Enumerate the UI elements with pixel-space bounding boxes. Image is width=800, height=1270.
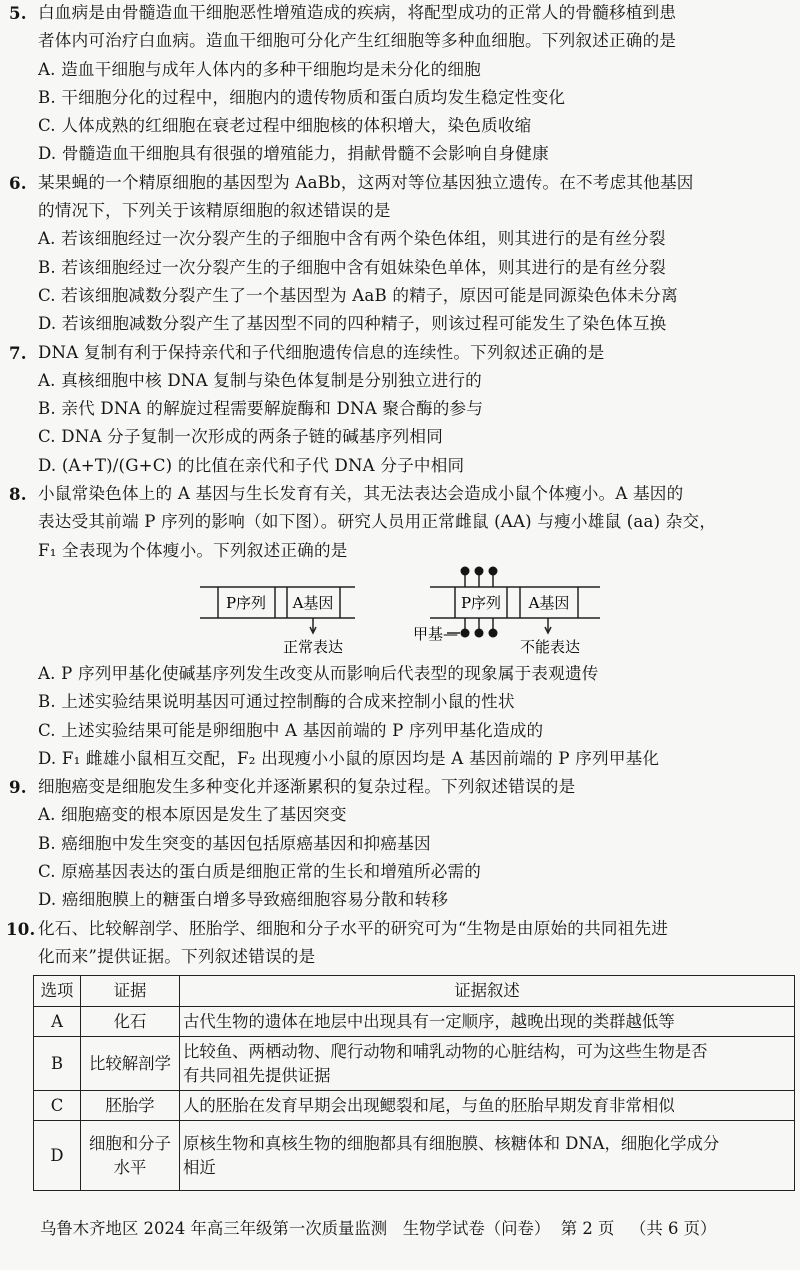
option-text: B. 癌细胞中发生突变的基因包括原癌基因和抑癌基因	[38, 833, 431, 853]
diagram-svg	[0, 565, 800, 660]
stem-text: 某果蝇的一个精原细胞的基因型为 AaBb，这两对等位基因独立遗传。在不考虑其他基因	[38, 172, 694, 192]
evidence-text: 水平	[113, 1157, 147, 1177]
p-sequence-label: P序列	[225, 593, 267, 612]
methylated-gene-strand	[430, 573, 600, 633]
description-text: 人的胚胎在发育早期会出现鳃裂和尾，与鱼的胚胎早期发育非常相似	[183, 1095, 675, 1115]
answer-option	[0, 310, 800, 338]
answer-option	[0, 660, 800, 688]
stem-text: 化石、比较解剖学、胚胎学、细胞和分子水平的研究可为“生物是由原始的共同祖先进	[38, 918, 669, 938]
answer-option	[0, 84, 800, 112]
description-cell	[180, 1091, 795, 1121]
p-sequence-label: P序列	[460, 593, 502, 612]
evidence-text: 化石	[113, 1011, 147, 1031]
stem-text: 化而来”提供证据。下列叙述错误的是	[38, 946, 316, 966]
evidence-cell	[81, 1007, 180, 1037]
not-expressed-label: 不能表达	[519, 637, 581, 656]
option-text: D. 癌细胞膜上的糖蛋白增多导致癌细胞容易分散和转移	[38, 890, 449, 910]
description-text: 比较鱼、两栖动物、爬行动物和哺乳动物的心脏结构，可为这些生物是否	[183, 1041, 708, 1061]
description-text: 古代生物的遗体在地层中出现具有一定顺序，越晚出现的类群越低等	[183, 1011, 675, 1031]
answer-option	[0, 423, 800, 451]
answer-option	[0, 688, 800, 716]
page-footer: 乌鲁木齐地区 2024 年高三年级第一次质量监测 生物学试卷（问卷） 第 2 页 （共 6 页）	[40, 1219, 717, 1238]
table-row	[34, 1121, 795, 1191]
stem-text: 白血病是由骨髓造血干细胞恶性增殖造成的疾病，将配型成功的正常人的骨髓移植到患	[38, 3, 677, 22]
answer-option	[0, 367, 800, 395]
answer-option	[0, 886, 800, 914]
option-text: C. 人体成熟的红细胞在衰老过程中细胞核的体积增大，染色质收缩	[38, 116, 532, 136]
option-text: A. 真核细胞中核 DNA 复制与染色体复制是分别独立进行的	[38, 370, 482, 390]
question-number: 10.	[6, 918, 36, 939]
option-text: B. 上述实验结果说明基因可通过控制酶的合成来控制小鼠的性状	[38, 692, 515, 712]
question-stem-line	[0, 480, 800, 508]
description-cell	[180, 1007, 795, 1037]
question	[0, 0, 800, 169]
question-number: 9.	[9, 777, 27, 798]
answer-option	[0, 282, 800, 310]
question	[0, 773, 800, 914]
a-gene-label: A基因	[528, 593, 570, 612]
table-row	[34, 1007, 795, 1037]
header-option: 选项	[34, 976, 81, 1007]
option-text: C. DNA 分子复制一次形成的两条子链的碱基序列相同	[38, 427, 444, 447]
question-stem-line	[0, 915, 800, 943]
option-text: A. P 序列甲基化使碱基序列发生改变从而影响后代表型的现象属于表观遗传	[38, 663, 599, 683]
stem-text: 的情况下，下列关于该精原细胞的叙述错误的是	[38, 201, 391, 221]
question-number: 8.	[9, 484, 27, 505]
option-text: D. F₁ 雌雄小鼠相互交配，F₂ 出现瘦小小鼠的原因均是 A 基因前端的 P 序列甲基化	[38, 748, 660, 768]
answer-option	[0, 395, 800, 423]
option-cell: A	[34, 1007, 81, 1037]
stem-text: 者体内可治疗白血病。造血干细胞可分化产生红细胞等多种血细胞。下列叙述正确的是	[38, 31, 677, 51]
question-number: 5.	[9, 3, 27, 23]
evidence-text: 胚胎学	[105, 1095, 155, 1115]
answer-option	[0, 254, 800, 282]
answer-option	[0, 830, 800, 858]
question-stem-line	[0, 169, 800, 197]
question-stem-line	[0, 943, 800, 971]
evidence-cell	[81, 1037, 180, 1091]
answer-option	[0, 801, 800, 829]
option-text: C. 上述实验结果可能是卵细胞中 A 基因前端的 P 序列甲基化造成的	[38, 720, 544, 740]
question	[0, 480, 800, 773]
description-cell	[180, 1121, 795, 1191]
evidence-text: 比较解剖学	[89, 1053, 171, 1073]
option-text: C. 原癌基因表达的蛋白质是细胞正常的生长和增殖所必需的	[38, 862, 482, 882]
normal-expression-label: 正常表达	[282, 637, 344, 656]
option-text: A. 造血干细胞与成年人体内的多种干细胞均是未分化的细胞	[38, 59, 481, 79]
description-text: 相近	[183, 1157, 216, 1177]
question	[0, 339, 800, 480]
header-evidence: 证据	[81, 976, 180, 1007]
option-text: A. 细胞癌变的根本原因是发生了基因突变	[38, 805, 347, 825]
option-cell: C	[34, 1091, 81, 1121]
stem-text: F₁ 全表现为个体瘦小。下列叙述正确的是	[38, 540, 348, 560]
methyl-label: 甲基—	[413, 624, 459, 643]
answer-option	[0, 858, 800, 886]
evidence-cell	[81, 1091, 180, 1121]
option-text: C. 若该细胞减数分裂产生了一个基因型为 AaB 的精子，原因可能是同源染色体未分离	[38, 285, 678, 305]
option-cell: B	[34, 1037, 81, 1091]
stem-text: 小鼠常染色体上的 A 基因与生长发育有关，其无法表达会造成小鼠个体瘦小。A 基因的	[38, 484, 684, 504]
methylation-diagram	[0, 565, 800, 660]
question-stem-line	[0, 197, 800, 225]
answer-option	[0, 717, 800, 745]
description-text: 原核生物和真核生物的细胞都具有细胞膜、核糖体和 DNA，细胞化学成分	[183, 1133, 720, 1153]
question-stem-line	[0, 0, 800, 27]
option-text: B. 干细胞分化的过程中，细胞内的遗传物质和蛋白质均发生稳定性变化	[38, 87, 566, 107]
question-stem-line	[0, 508, 800, 536]
option-text: A. 若该细胞经过一次分裂产生的子细胞中含有两个染色体组，则其进行的是有丝分裂	[38, 229, 666, 249]
question-number: 6.	[9, 172, 27, 193]
stem-text: DNA 复制有利于保持亲代和子代细胞遗传信息的连续性。下列叙述正确的是	[38, 342, 605, 362]
question	[0, 169, 800, 339]
table-row	[34, 1037, 795, 1091]
question-stem-line	[0, 339, 800, 367]
answer-option	[0, 745, 800, 773]
header-description: 证据叙述	[180, 976, 795, 1007]
option-text: D. 骨髓造血干细胞具有很强的增殖能力，捐献骨髓不会影响自身健康	[38, 144, 549, 164]
answer-option	[0, 56, 800, 84]
evidence-cell	[81, 1121, 180, 1191]
question-number: 7.	[9, 342, 27, 363]
table-row	[34, 1091, 795, 1121]
option-text: B. 亲代 DNA 的解旋过程需要解旋酶和 DNA 聚合酶的参与	[38, 399, 484, 419]
evidence-table	[33, 975, 795, 1191]
question	[0, 915, 800, 972]
option-text: D. 若该细胞减数分裂产生了基因型不同的四种精子，则该过程可能发生了染色体互换	[38, 314, 667, 334]
table-header-row	[34, 976, 795, 1007]
answer-option	[0, 112, 800, 140]
description-cell	[180, 1037, 795, 1091]
question-stem-line	[0, 537, 800, 565]
answer-option	[0, 225, 800, 253]
answer-option	[0, 140, 800, 168]
stem-text: 细胞癌变是细胞发生多种变化并逐渐累积的复杂过程。下列叙述错误的是	[38, 777, 576, 797]
question-stem-line	[0, 27, 800, 55]
option-cell: D	[34, 1121, 81, 1191]
a-gene-label: A基因	[292, 593, 334, 612]
description-text: 有共同祖先提供证据	[183, 1065, 331, 1085]
option-text: B. 若该细胞经过一次分裂产生的子细胞中含有姐妹染色单体，则其进行的是有丝分裂	[38, 257, 666, 277]
question-stem-line	[0, 773, 800, 801]
answer-option	[0, 452, 800, 480]
stem-text: 表达受其前端 P 序列的影响（如下图）。研究人员用正常雌鼠 (AA) 与瘦小雄鼠 (aa) 杂交，	[38, 512, 717, 532]
option-text: D. (A+T)/(G+C) 的比值在亲代和子代 DNA 分子中相同	[38, 455, 465, 475]
evidence-text: 细胞和分子	[89, 1133, 171, 1153]
